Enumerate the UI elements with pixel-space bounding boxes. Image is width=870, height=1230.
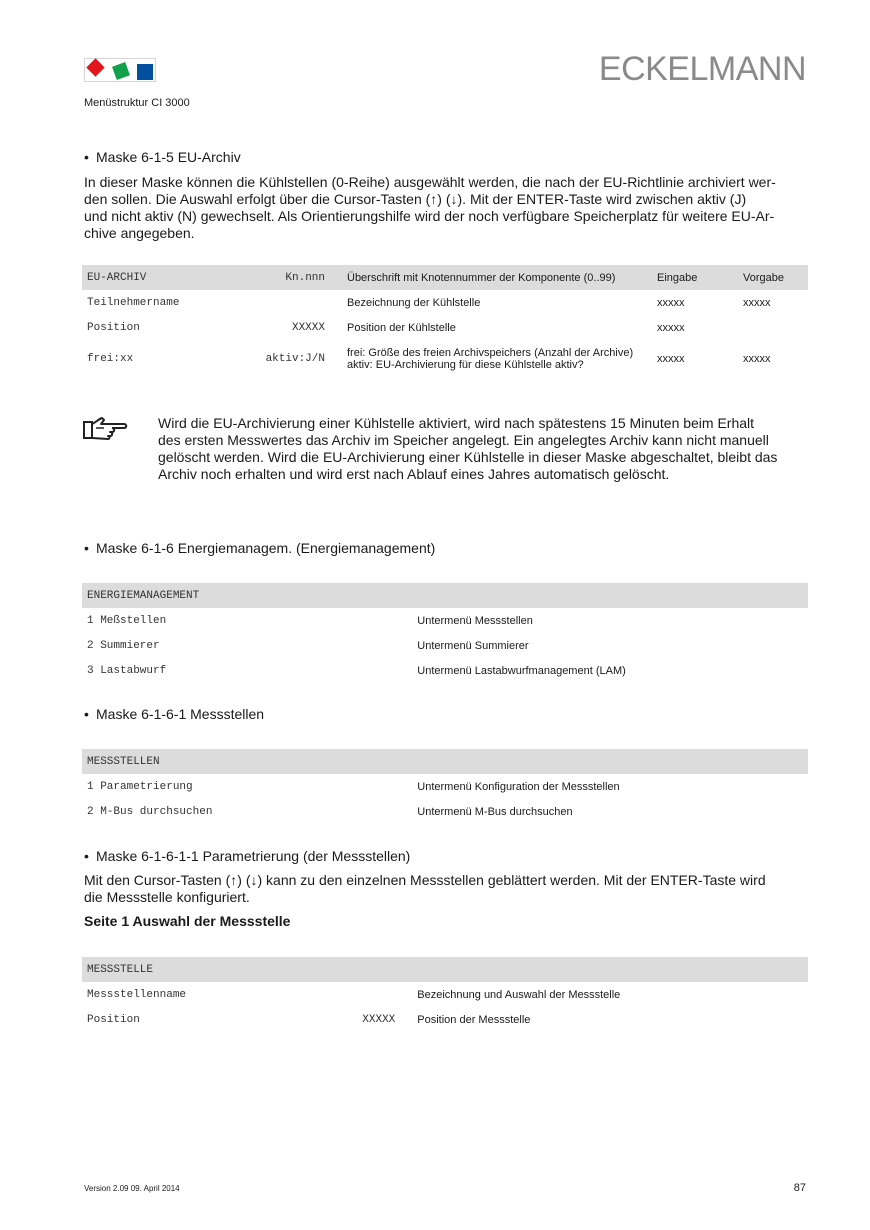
- table-header-row: EU-ARCHIV Kn.nnn Überschrift mit Knotennummer der Komponente (0..99) Eingabe Vorgabe: [82, 265, 808, 290]
- table-header-row: MESSSTELLE: [82, 957, 808, 982]
- table-header-row: ENERGIEMANAGEMENT: [82, 583, 808, 608]
- table-row: 2 Summierer Untermenü Summierer: [87, 639, 529, 652]
- table-row: 1 Parametrierung Untermenü Konfiguration der Messstellen: [87, 780, 620, 793]
- messstellen-table: [82, 749, 808, 824]
- section-title-messstellen: • Maske 6-1-6-1 Messstellen: [84, 706, 265, 722]
- subheading-seite-1: Seite 1 Auswahl der Messstelle: [84, 913, 291, 929]
- table-row: frei:xx aktiv:J/N frei: Größe des freien Archivspeichers (Anzahl der Archive) aktiv: EU-Archivierung für diese Kühlstelle aktiv? xxxxx xxxxx: [87, 346, 771, 371]
- logo-blue-square: [137, 64, 153, 80]
- table-row: 2 M-Bus durchsuchen Untermenü M-Bus durchsuchen: [87, 805, 573, 818]
- document-subtitle: Menüstruktur CI 3000: [84, 97, 190, 109]
- brand-name: ECKELMANN: [598, 50, 806, 88]
- section-title-energiemanagement: • Maske 6-1-6 Energiemanagem. (Energiemanagement): [84, 540, 436, 556]
- section-paragraph-parametrierung: Mit den Cursor-Tasten (↑) (↓) kann zu den einzelnen Messstellen geblättert werden. Mit der ENTER-Taste wird die Messstelle konfiguriert.: [84, 872, 766, 905]
- messstelle-table: [82, 957, 808, 1032]
- table-row: 1 Meßstellen Untermenü Messstellen: [87, 614, 533, 627]
- section-paragraph-eu-archiv: In dieser Maske können die Kühlstellen (0-Reihe) ausgewählt werden, die nach der EU-Richtlinie archiviert wer- den sollen. Die Auswahl erfolgt über die Cursor-Tasten (↑) (↓). Mit der ENTER-Taste wird zwischen aktiv (J) und nicht aktiv (N) gewechselt. Als Orientierungshilfe wird der noch verfügbare Speicherplatz für weitere EU-Ar- chive angegeben.: [84, 174, 776, 241]
- table-row: Position XXXXX Position der Kühlstelle xxxxx: [87, 321, 685, 334]
- eckelmann-logo: [84, 58, 156, 82]
- footer-version: Version 2.09 09. April 2014: [84, 1184, 180, 1193]
- eu-archiv-table: [82, 265, 808, 371]
- page-number: 87: [793, 1182, 806, 1194]
- note-text: Wird die EU-Archivierung einer Kühlstelle aktiviert, wird nach spätestens 15 Minuten beim Erhalt des ersten Messwertes das Archiv im Speicher angelegt. Ein angelegtes Archiv kann nicht manuell gelöscht werden. Wird die EU-Archivierung einer Kühlstelle in dieser Maske abgeschaltet, bleibt das Archiv noch erhalten und wird erst nach Ablauf eines Jahres automatisch gelöscht.: [158, 415, 778, 482]
- section-title-eu-archiv: • Maske 6-1-5 EU-Archiv: [84, 149, 241, 165]
- energiemanagement-table: [82, 583, 808, 683]
- table-header-row: MESSSTELLEN: [82, 749, 808, 774]
- table-row: Teilnehmername Bezeichnung der Kühlstelle xxxxx xxxxx: [87, 296, 771, 309]
- logo-green-square: [112, 62, 130, 80]
- table-row: 3 Lastabwurf Untermenü Lastabwurfmanagement (LAM): [87, 664, 626, 677]
- table-row: Messstellenname Bezeichnung und Auswahl der Messstelle: [87, 988, 621, 1001]
- section-title-parametrierung: • Maske 6-1-6-1-1 Parametrierung (der Messstellen): [84, 848, 411, 864]
- table-row: Position XXXXX Position der Messstelle: [87, 1013, 531, 1026]
- logo-red-square: [86, 58, 104, 76]
- pointing-hand-icon: [82, 416, 128, 442]
